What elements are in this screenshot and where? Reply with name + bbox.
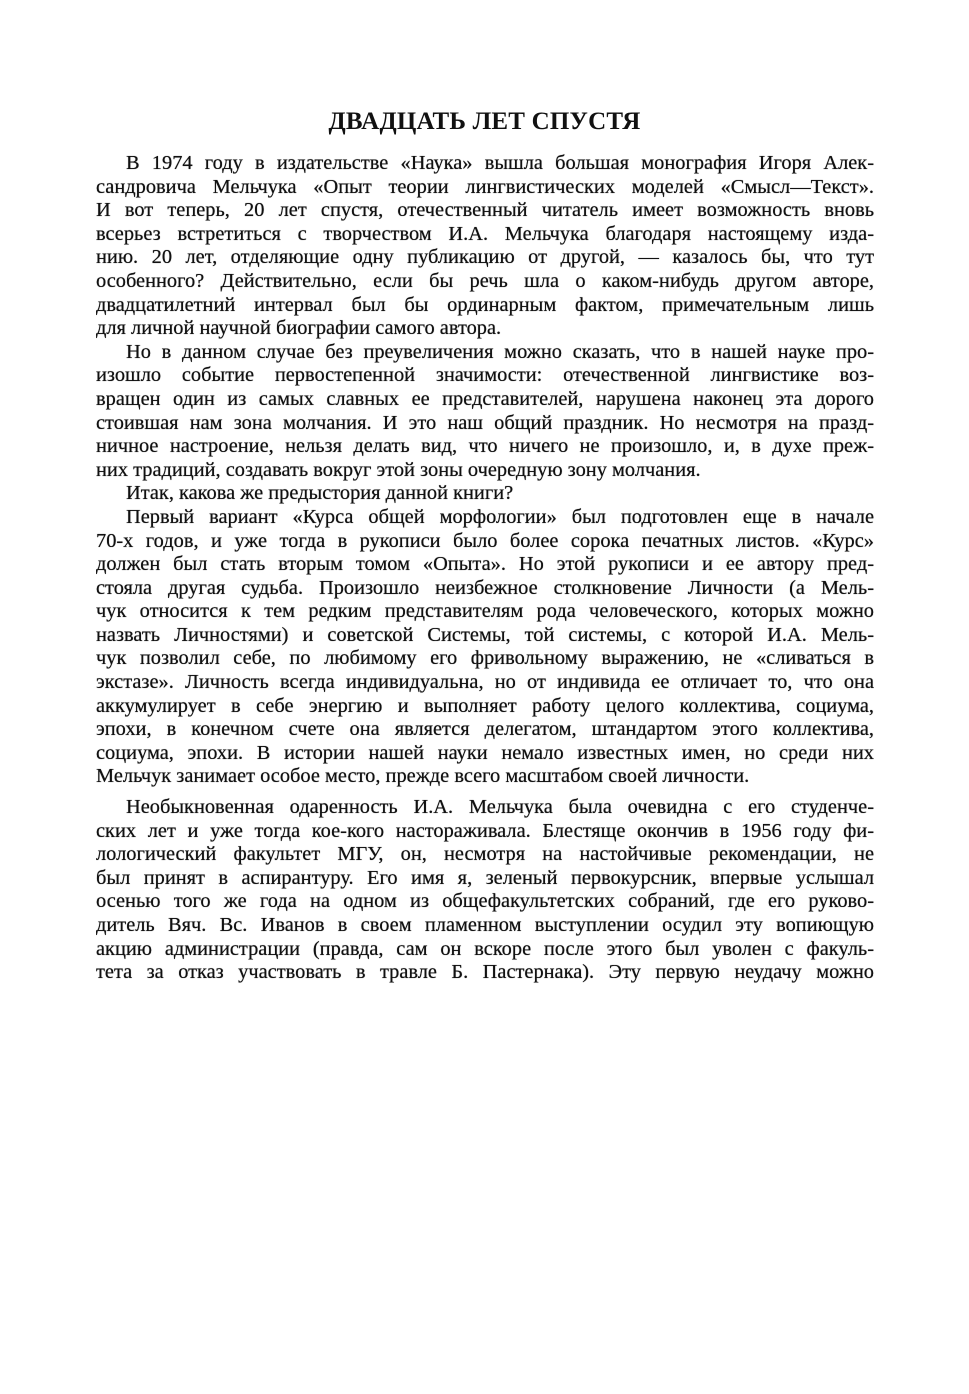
text-line: экстазе». Личность всегда индивидуальна, но от индивида ее отличает то, что она (96, 671, 874, 694)
text-line: вращен один из самых славных ее представителей, нарушена наконец эта дорого (96, 387, 874, 410)
text-line: Необыкновенная одаренность И.А. Мельчука была очевидна с его студенче- (126, 796, 874, 819)
text-line: всерьез встретиться с творчеством И.А. Мельчука благодаря настоящему изда- (96, 222, 874, 245)
text-line: 70-х годов, и уже тогда в рукописи было более сорока печатных листов. «Курс» (96, 529, 874, 552)
text-line: особенного? Действительно, если бы речь шла о каком-нибудь другом авторе, (96, 269, 874, 292)
text-line: лологический факультет МГУ, он, несмотря на настойчивые рекомендации, не (96, 843, 874, 866)
text-line: ничное настроение, нельзя делать вид, что ничего не произошло, и, в духе преж- (96, 435, 874, 458)
text-line: тета за отказ участвовать в травле Б. Пастернака). Эту первую неудачу можно (96, 961, 874, 984)
text-line: осенью того же года на одном из общефакультетских собраний, где его руково- (96, 890, 874, 913)
text-line: стояла другая судьба. Произошло неизбежное столкновение Личности (а Мель- (96, 576, 874, 599)
paragraph (96, 506, 874, 789)
text-line: изошло событие первостепенной значимости: отечественной лингвистике воз- (96, 364, 874, 387)
text-line: ских лет и уже тогда кое-кого настораживала. Блестяще окончив в 1956 году фи- (96, 819, 874, 842)
text-line: Но в данном случае без преувеличения можно сказать, что в нашей науке про- (126, 340, 874, 363)
text-line: чук позволил себе, по любимому его фривольному выражению, не «сливаться в (96, 647, 874, 670)
text-line: был принят в аспирантуру. Его имя я, зеленый первокурсник, впервые услышал (96, 866, 874, 889)
text-line: аккумулирует в себе энергию и выполняет работу целого коллектива, социума, (96, 694, 874, 717)
text-line: сандровича Мельчука «Опыт теории лингвистических моделей «Смысл—Текст». (96, 175, 874, 198)
text-line: назвать Личностями) и советской Системы, той системы, с которой И.А. Мель- (96, 623, 874, 646)
paragraph (96, 152, 874, 341)
text-line: акцию администрации (правда, сам он вскоре после этого был уволен с факуль- (96, 937, 874, 960)
paragraph (96, 341, 874, 483)
text-line: Первый вариант «Курса общей морфологии» был подготовлен еще в начале (126, 505, 874, 528)
body-text (96, 152, 874, 985)
text-line: них традиций, создавать вокруг этой зоны очередную зону молчания. (96, 458, 701, 481)
text-line: социума, эпохи. В истории нашей науки немало известных имен, но среди них (96, 741, 874, 764)
page-title: ДВАДЦАТЬ ЛЕТ СПУСТЯ (328, 108, 641, 135)
text-line: должен был стать вторым томом «Опыта». Но этой рукописи и ее автору пред- (96, 553, 874, 576)
text-line: эпохи, в конечном счете она является делегатом, штандартом этого коллектива, (96, 718, 874, 741)
text-line: Итак, какова же предыстория данной книги? (126, 482, 514, 505)
text-line: В 1974 году в издательстве «Наука» вышла большая монография Игоря Алек- (126, 152, 874, 174)
paragraph (96, 482, 874, 506)
text-line: чук относится к тем редким представителям рода человеческого, которых можно (96, 600, 874, 623)
text-line: двадцатилетний интервал был бы ординарным фактом, примечательным лишь (96, 293, 874, 316)
paragraph (96, 796, 874, 985)
text-line: И вот теперь, 20 лет спустя, отечественный читатель имеет возможность вновь (96, 199, 874, 222)
text-line: дитель Вяч. Вс. Иванов в своем пламенном выступлении осудил эту вопиющую (96, 914, 874, 936)
text-line: для личной научной биографии самого автора. (96, 317, 502, 340)
text-line: нию. 20 лет, отделяющие одну публикацию от другой, — казалось бы, что тут (96, 246, 874, 269)
text-line: стоившая нам зона молчания. И это наш общий праздник. Но несмотря на празд- (96, 411, 874, 434)
text-line: Мельчук занимает особое место, прежде всего масштабом своей личности. (96, 765, 750, 788)
